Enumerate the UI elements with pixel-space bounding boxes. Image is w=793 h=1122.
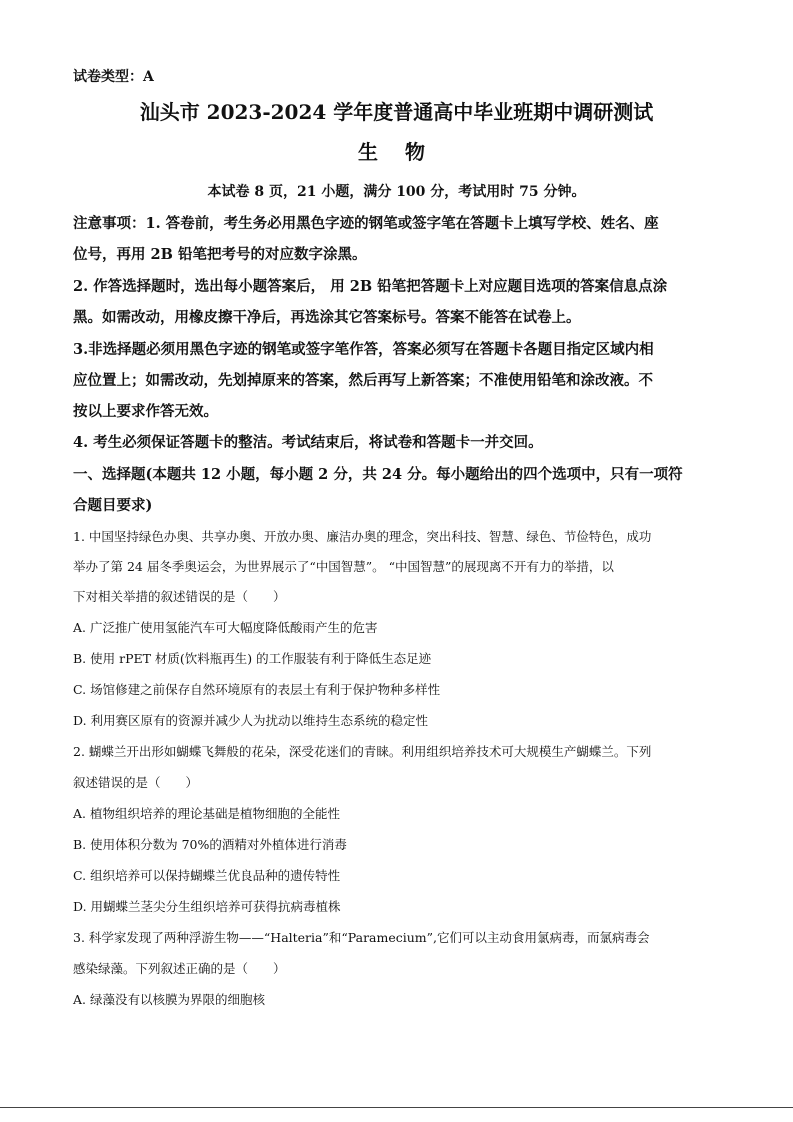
q3-option-a: A. 绿藻没有以核膜为界限的细胞核	[73, 992, 265, 1007]
q1-option-b: B. 使用 rPET 材质(饮料瓶再生) 的工作服装有利于降低生态足迹	[73, 651, 432, 666]
q1-option-d: D. 利用赛区原有的资源并减少人为扰动以维持生态系统的稳定性	[73, 713, 429, 728]
note-3-line-1: 3.非选择题必须用黑色字迹的钢笔或签字笔作答，答案必须写在答题卡各题目指定区域内相	[73, 341, 654, 358]
exam-title: 汕头市 2023-2024 学年度普通高中毕业班期中调研测试	[139, 100, 654, 124]
note-1-line-2: 位号，再用 2B 铅笔把考号的对应数字涂黑。	[73, 246, 367, 263]
q2-stem-line-2: 叙述错误的是（ ）	[73, 775, 199, 790]
note-1-line-1: 注意事项：1. 答卷前，考生务必用黑色字迹的钢笔或签字笔在答题卡上填写学校、姓名、座	[73, 215, 659, 232]
note-2-line-2: 黑。如需改动，用橡皮擦干净后，再选涂其它答案标号。答案不能答在试卷上。	[73, 309, 581, 326]
section-1-heading-line-2: 合题目要求)	[73, 497, 153, 514]
q2-option-c: C. 组织培养可以保持蝴蝶兰优良品种的遗传特性	[73, 868, 341, 883]
q2-option-a: A. 植物组织培养的理论基础是植物细胞的全能性	[73, 806, 340, 821]
subject-title: 生 物	[358, 140, 435, 164]
q1-stem-line-2: 举办了第 24 届冬季奥运会，为世界展示了“中国智慧”。 “中国智慧”的展现离不开有力的举措，以	[73, 559, 614, 574]
q3-stem-line-1: 3. 科学家发现了两种浮游生物——“Halteria”和“Paramecium”,它们可以主动食用氯病毒，而氯病毒会	[73, 930, 650, 945]
q1-option-c: C. 场馆修建之前保存自然环境原有的表层土有利于保护物种多样性	[73, 682, 441, 697]
note-3-line-3: 按以上要求作答无效。	[73, 403, 218, 420]
section-1-heading-line-1: 一、选择题(本题共 12 小题，每小题 2 分，共 24 分。每小题给出的四个选项中，只有一项符	[73, 466, 683, 483]
note-4: 4. 考生必须保证答题卡的整洁。考试结束后，将试卷和答题卡一并交回。	[73, 434, 543, 451]
q2-option-d: D. 用蝴蝶兰茎尖分生组织培养可获得抗病毒植株	[73, 899, 341, 914]
page-bottom-divider	[0, 1107, 793, 1108]
q1-stem-line-3: 下对相关举措的叙述错误的是（ ）	[73, 589, 286, 604]
q2-stem-line-1: 2. 蝴蝶兰开出形如蝴蝶飞舞般的花朵，深受花迷们的青睐。利用组织培养技术可大规模生产蝴蝶兰。下列	[73, 744, 652, 759]
q3-stem-line-2: 感染绿藻。下列叙述正确的是（ ）	[73, 961, 286, 976]
paper-type-label: 试卷类型：A	[73, 69, 154, 85]
note-2-line-1: 2. 作答选择题时，选出每小题答案后， 用 2B 铅笔把答题卡上对应题目选项的答案信息点涂	[73, 278, 668, 295]
q1-stem-line-1: 1. 中国坚持绿色办奥、共享办奥、开放办奥、廉洁办奥的理念，突出科技、智慧、绿色、节俭特色，成功	[73, 529, 652, 544]
q1-option-a: A. 广泛推广使用氢能汽车可大幅度降低酸雨产生的危害	[73, 620, 378, 635]
exam-info: 本试卷 8 页，21 小题，满分 100 分，考试用时 75 分钟。	[207, 184, 586, 200]
q2-option-b: B. 使用体积分数为 70%的酒精对外植体进行消毒	[73, 837, 347, 852]
note-3-line-2: 应位置上；如需改动，先划掉原来的答案，然后再写上新答案；不准使用铅笔和涂改液。不	[73, 372, 653, 389]
